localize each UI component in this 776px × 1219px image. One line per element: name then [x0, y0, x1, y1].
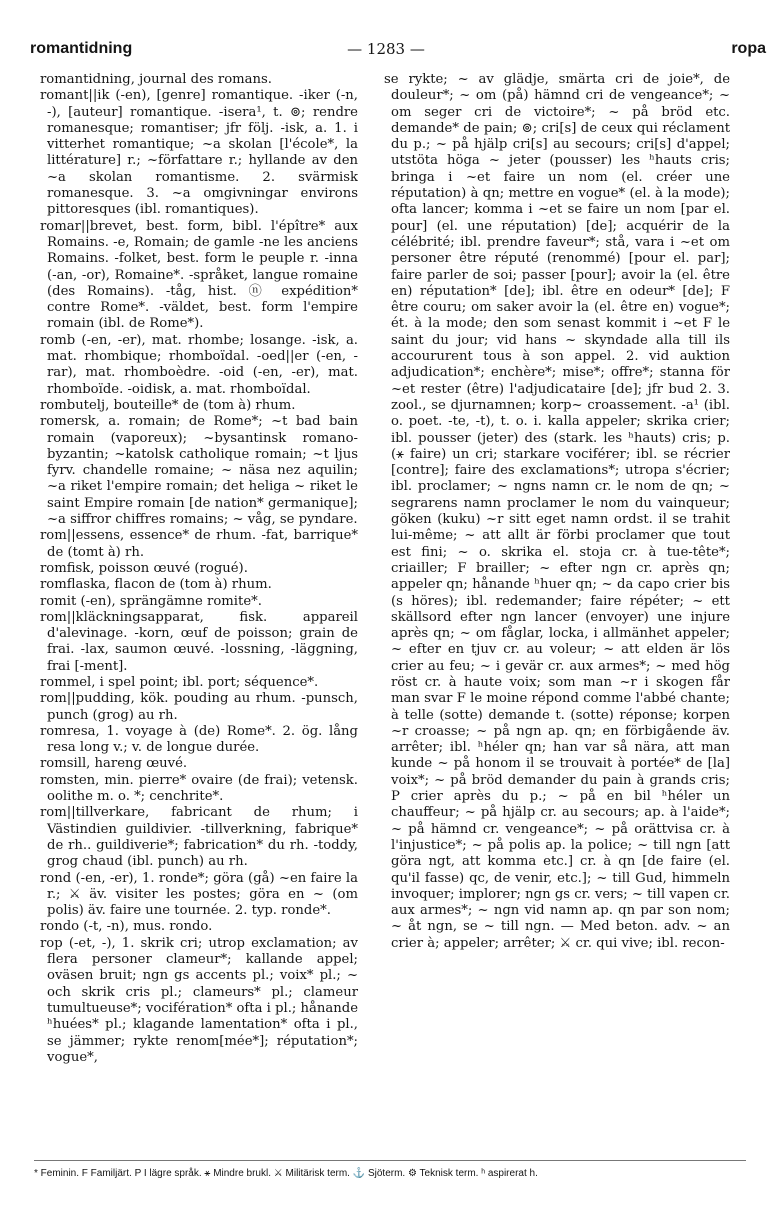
- dictionary-entry: rop (-et, -), 1. skrik cri; utrop exclamation; av flera personer clameur*; kallande appel; oväsen bruit; ngn gs accents pl.; voix* pl.; ~ och skrik cris pl.; clameurs* pl.; clameur tumultueuse*; vocifération* ofta i pl.; hånande ʰhuées* pl.; klagande lamentation* ofta i pl., se jämmer; rykte renom[mée*]; réputation*; vogue*,: [40, 935, 358, 1065]
- dictionary-entry: rombutelj, bouteille* de (tom à) rhum.: [40, 397, 296, 413]
- dictionary-entry: romresa, 1. voyage à (de) Rome*. 2. ög. lång resa long v.; v. de longue durée.: [40, 723, 358, 756]
- page-header: [30, 40, 766, 64]
- dictionary-entry: romit (-en), sprängämne romite*.: [40, 593, 262, 609]
- dictionary-entry: rom||kläckningsapparat, fisk. appareil d'alevinage. -korn, œuf de poisson; grain de frai. -lax, saumon œuvé. -lossning, -läggning, frai [-ment].: [40, 609, 358, 674]
- left-column: [40, 72, 358, 1152]
- dictionary-entry: rondo (-t, -n), mus. rondo.: [40, 919, 213, 935]
- left-guide-word: romantidning: [30, 40, 133, 57]
- dictionary-entry: se rykte; ~ av glädje, smärta cri de joie*, de douleur*; ~ om (på) hämnd cri de vengeance*; ~ om seger cri de victoire*; ~ på bröd etc. demande* de pain; ⊚; cri[s] de ceux qui réclament du p.; ~ på hjälp cri[s] au secours; cri[s] d'appel; utstöta höga ~ jeter (pousser) les ʰhauts cris; bringa i ~et faire un nom (el. créer une réputation) à qn; mettre en vogue* (el. à la mode); ofta lancer; komma i ~et se faire un nom [par el. pour] (el. une réputation) [de]; acquérir de la célébrité; ibl. prendre faveur*; stå, vara i ~et om personer être réputé (renommé) [pour el. par]; faire parler de soi; passer [pour]; avoir la (el. être en) réputation* [de]; ibl. être en odeur* [de]; F être couru; om saker avoir la (el. être en) vogue*; ét. à la mode; den som senast kommit i ~et F le saint du jour; vid hans ~ skyndade alla till ils accoururent tous à son appel. 2. vid auktion adjudication*; enchère*; mise*; offre*; stanna för ~et rester (être) l'adjudicataire [de]; jfr bud 2. 3. zool., se djurnamnen; korp~ croassement. -a¹ (ibl. o. poet. -te, -t), t. o. i. kalla appeler; skrika crier; ibl. pousser (jeter) des (stark. les ʰhauts) cris; p. (⚹ faire) un cri; starkare vociférer; ibl. se récrier [contre]; faire des exclamations*; utropa s'écrier; ibl. proclamer; ~ ngns namn cr. le nom de qn; ~ segrarens namn proclamer le nom du vainqueur; göken (kuku) ~r sitt eget namn ordst. il se trahit lui-même; ~ att allt är förbi proclamer que tout est fini; ~ o. skrika el. stoja cr. à tue-tête*; criailler; F brailler; ~ efter ngn cr. après qn; appeler qn; hånande ʰhuer qn; ~ da capo crier bis (s höres); ibl. redemander; faire répéter; ~ ett skällsord efter ngn lancer (envoyer) une injure après qn; ~ om fåglar, locka, i allmänhet appeler; ~ efter en tjuv cr. au voleur; ~ att elden är lös crier au feu; ~ i gevär cr. aux armes*; ~ med hög röst cr. à haute voix; som man ~r i skogen får man svar F le moine répond comme l'abbé chante; à telle (sotte) demande t. (sotte) réponse; korpen ~r croasse; ~ på ngn ap. qn; en förbigående äv. arrêter; ibl. ʰhéler qn; han var så nära, att man kunde ~ på honom il se trouvait à portée* de [la] voix*; ~ på bröd demander du pain à grands cris; P crier après du p.; ~ på en bil ʰhéler un chauffeur; ~ på hjälp cr. au secours; ap. à l'aide*; ~ på hämnd cr. vengeance*; ~ på orättvisa cr. à l'injustice*; ~ på polis ap. la police; ~ till ngn [att göra ngt, att komma etc.] cr. à qn [de faire (el. qu'il fasse) qc, de venir, etc.]; ~ till Gud, himmeln invoquer; implorer; ngn gs cr. vers; ~ till vapen cr. aux armes*; ~ ngn vid namn ap. qn par son nom; ~ åt ngn, se ~ till ngn. — Med beton. adv. ~ an crier à; appeler; arrêter; ⚔ cr. qui vive; ibl. recon-: [384, 72, 730, 951]
- dictionary-entry: romfisk, poisson œuvé (rogué).: [40, 560, 248, 576]
- dictionary-entry: romant||ik (-en), [genre] romantique. -iker (-n, -), [auteur] romantique. -isera¹, t. ⊚; rendre romanesque; romantiser; jfr följ. -isk, a. 1. i vitterhet romantique; ~a skolan [l'école*, la littérature] r.; ~författare r.; hyllande av den ~a skolan romantisme. 2. svärmisk romanesque. 3. ~a omgivningar environs pittoresques (ibl. romantiques).: [40, 88, 358, 218]
- dictionary-entry: rommel, i spel point; ibl. port; séquence*.: [40, 674, 319, 690]
- dictionary-entry: romersk, a. romain; de Rome*; ~t bad bain romain (vaporeux); ~bysantinsk romano-byzantin; ~katolsk catholique romain; ~t ljus fyrv. chandelle romaine; ~ näsa nez aquilin; ~a riket l'empire romain; det heliga ~ riket le saint Empire romain [de nation* germanique]; ~a siffror chiffres romains; ~ våg, se pyndare.: [40, 414, 358, 528]
- dictionary-entry: romflaska, flacon de (tom à) rhum.: [40, 577, 272, 593]
- right-column: [384, 72, 730, 1152]
- dictionary-entry: rom||essens, essence* de rhum. -fat, barrique* de (tomt à) rh.: [40, 528, 358, 560]
- right-guide-word: ropa: [731, 40, 766, 57]
- dictionary-entry: rond (-en, -er), 1. ronde*; göra (gå) ~en faire la r.; ⚔ äv. visiter les postes; göra en ~ (om polis) äv. faire une tournée. 2. typ. ronde*.: [40, 870, 358, 919]
- dictionary-entry: romar||brevet, best. form, bibl. l'épître* aux Romains. -e, Romain; de gamle -ne les anciens Romains. -folket, best. form le peuple r. -inna (-an, -or), Romaine*. -språket, langue romaine (des Romains). -tåg, hist. ⓝ expédition* contre Rome*. -väldet, best. form l'empire romain (ibl. de Rome*).: [40, 218, 358, 332]
- dictionary-entry: romb (-en, -er), mat. rhombe; losange. -isk, a. mat. rhombique; rhomboïdal. -oed||er (-en, -rar), mat. rhomboèdre. -oid (-en, -er), mat. rhomboïde. -oidisk, a. mat. rhomboïdal.: [40, 332, 358, 397]
- dictionary-entry: romsten, min. pierre* ovaire (de frai); vetensk. oolithe m. o. *; cenchrite*.: [40, 772, 358, 805]
- abbreviation-legend: * Feminin. F Familjärt. P I lägre språk. ⚹ Mindre brukl. ⚔ Militärisk term. ⚓ Sjöterm. ⚙ Teknisk term. ʰ aspirerat h.: [34, 1160, 746, 1180]
- page-number: — 1283 —: [347, 40, 425, 58]
- dictionary-entry: romsill, hareng œuvé.: [40, 756, 188, 772]
- dictionary-entry: romantidning, journal des romans.: [40, 72, 272, 87]
- dictionary-entry: rom||pudding, kök. pouding au rhum. -punsch, punch (grog) au rh.: [40, 691, 358, 723]
- dictionary-entry: rom||tillverkare, fabricant de rhum; i Västindien guildivier. -tillverkning, fabrique* de rh.. guildiverie*; fabrication* du rh. -toddy, grog chaud (ibl. punch) au rh.: [40, 805, 358, 870]
